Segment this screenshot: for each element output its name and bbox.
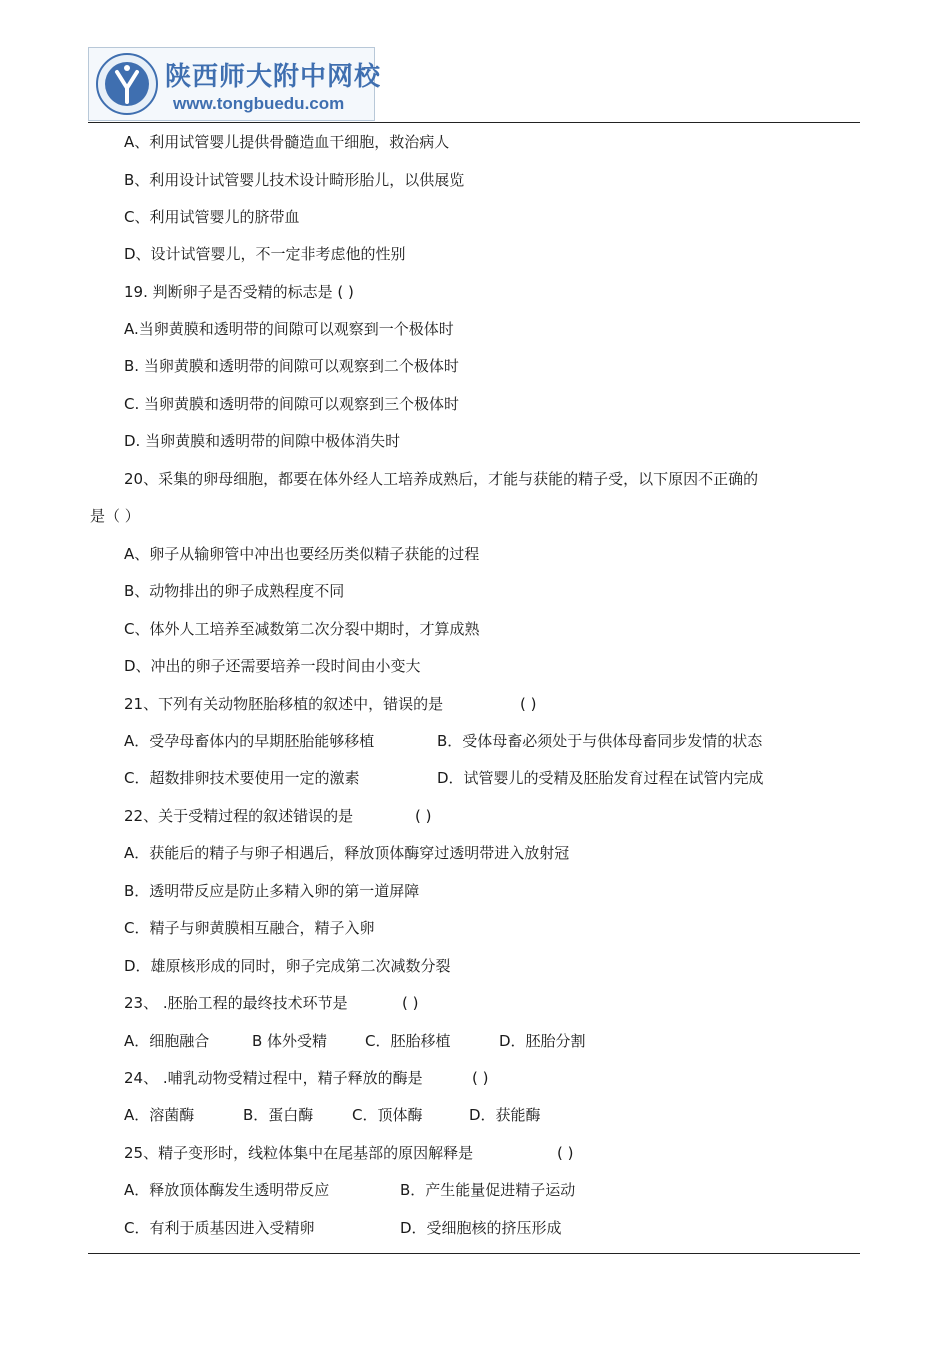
- footer-rule: [88, 1253, 860, 1254]
- school-emblem-icon: [95, 52, 159, 116]
- question-24: 24、 .哺乳动物受精过程中，精子释放的酶是: [124, 1069, 423, 1087]
- answer-blank: ( ): [472, 1069, 489, 1087]
- answer-blank: ( ): [415, 807, 432, 825]
- text-line: 是（ ）: [90, 507, 140, 525]
- option-b: B．产生能量促进精子运动: [400, 1181, 576, 1199]
- question-20: 20、采集的卵母细胞，都要在体外经人工培养成熟后，才能与获能的精子受，以下原因不正确的: [124, 470, 759, 488]
- text-line: A、卵子从输卵管中冲出也要经历类似精子获能的过程: [124, 545, 480, 563]
- text-line: D、冲出的卵子还需要培养一段时间由小变大: [124, 657, 421, 675]
- answer-blank: ( ): [402, 994, 419, 1012]
- option-b: B．蛋白酶: [243, 1106, 314, 1124]
- question-21: 21、下列有关动物胚胎移植的叙述中，错误的是: [124, 695, 444, 713]
- text-line: B、利用设计试管婴儿技术设计畸形胎儿，以供展览: [124, 171, 465, 189]
- school-logo: [88, 47, 382, 121]
- option-c: C．精子与卵黄膜相互融合，精子入卵: [124, 919, 375, 937]
- answer-blank: ( ): [520, 695, 537, 713]
- option-d: D．试管婴儿的受精及胚胎发育过程在试管内完成: [437, 769, 764, 787]
- option-c: C．超数排卵技术要使用一定的激素: [124, 769, 360, 787]
- option-d: D．受细胞核的挤压形成: [400, 1219, 562, 1237]
- page-header: [0, 0, 950, 125]
- option-a: A．获能后的精子与卵子相遇后，释放顶体酶穿过透明带进入放射冠: [124, 844, 570, 862]
- option-a: A．溶菌酶: [124, 1106, 195, 1124]
- text-line: A、利用试管婴儿提供骨髓造血干细胞，救治病人: [124, 133, 450, 151]
- option-d: D．雄原核形成的同时，卵子完成第二次减数分裂: [124, 957, 451, 975]
- question-19: 19. 判断卵子是否受精的标志是 ( ): [124, 283, 354, 301]
- logo-school-name: 陕西师大附中网校: [165, 62, 382, 92]
- option-c: C．有利于质基因进入受精卵: [124, 1219, 315, 1237]
- text-line: C. 当卵黄膜和透明带的间隙可以观察到三个极体时: [124, 395, 460, 413]
- text-line: D、设计试管婴儿，不一定非考虑他的性别: [124, 245, 406, 263]
- option-a: A．释放顶体酶发生透明带反应: [124, 1181, 330, 1199]
- option-d: D．胚胎分割: [499, 1032, 586, 1050]
- text-line: B. 当卵黄膜和透明带的间隙可以观察到二个极体时: [124, 357, 459, 375]
- option-b: B．受体母畜必须处于与供体母畜同步发情的状态: [437, 732, 763, 750]
- option-c: C．顶体酶: [352, 1106, 423, 1124]
- option-a: A．细胞融合: [124, 1032, 210, 1050]
- question-25: 25、精子变形时，线粒体集中在尾基部的原因解释是: [124, 1144, 474, 1162]
- answer-blank: ( ): [557, 1144, 574, 1162]
- header-rule: [88, 122, 860, 123]
- option-d: D．获能酶: [469, 1106, 541, 1124]
- question-22: 22、关于受精过程的叙述错误的是: [124, 807, 354, 825]
- text-line: A.当卵黄膜和透明带的间隙可以观察到一个极体时: [124, 320, 454, 338]
- text-line: C、利用试管婴儿的脐带血: [124, 208, 300, 226]
- question-23: 23、 .胚胎工程的最终技术环节是: [124, 994, 348, 1012]
- text-line: B、动物排出的卵子成熟程度不同: [124, 582, 345, 600]
- logo-url: www.tongbuedu.com: [173, 94, 345, 113]
- text-line: D. 当卵黄膜和透明带的间隙中极体消失时: [124, 432, 401, 450]
- option-b: B 体外受精: [252, 1032, 328, 1050]
- option-b: B．透明带反应是防止多精入卵的第一道屏障: [124, 882, 420, 900]
- option-c: C．胚胎移植: [365, 1032, 451, 1050]
- text-line: C、体外人工培养至减数第二次分裂中期时，才算成熟: [124, 620, 480, 638]
- option-a: A．受孕母畜体内的早期胚胎能够移植: [124, 732, 375, 750]
